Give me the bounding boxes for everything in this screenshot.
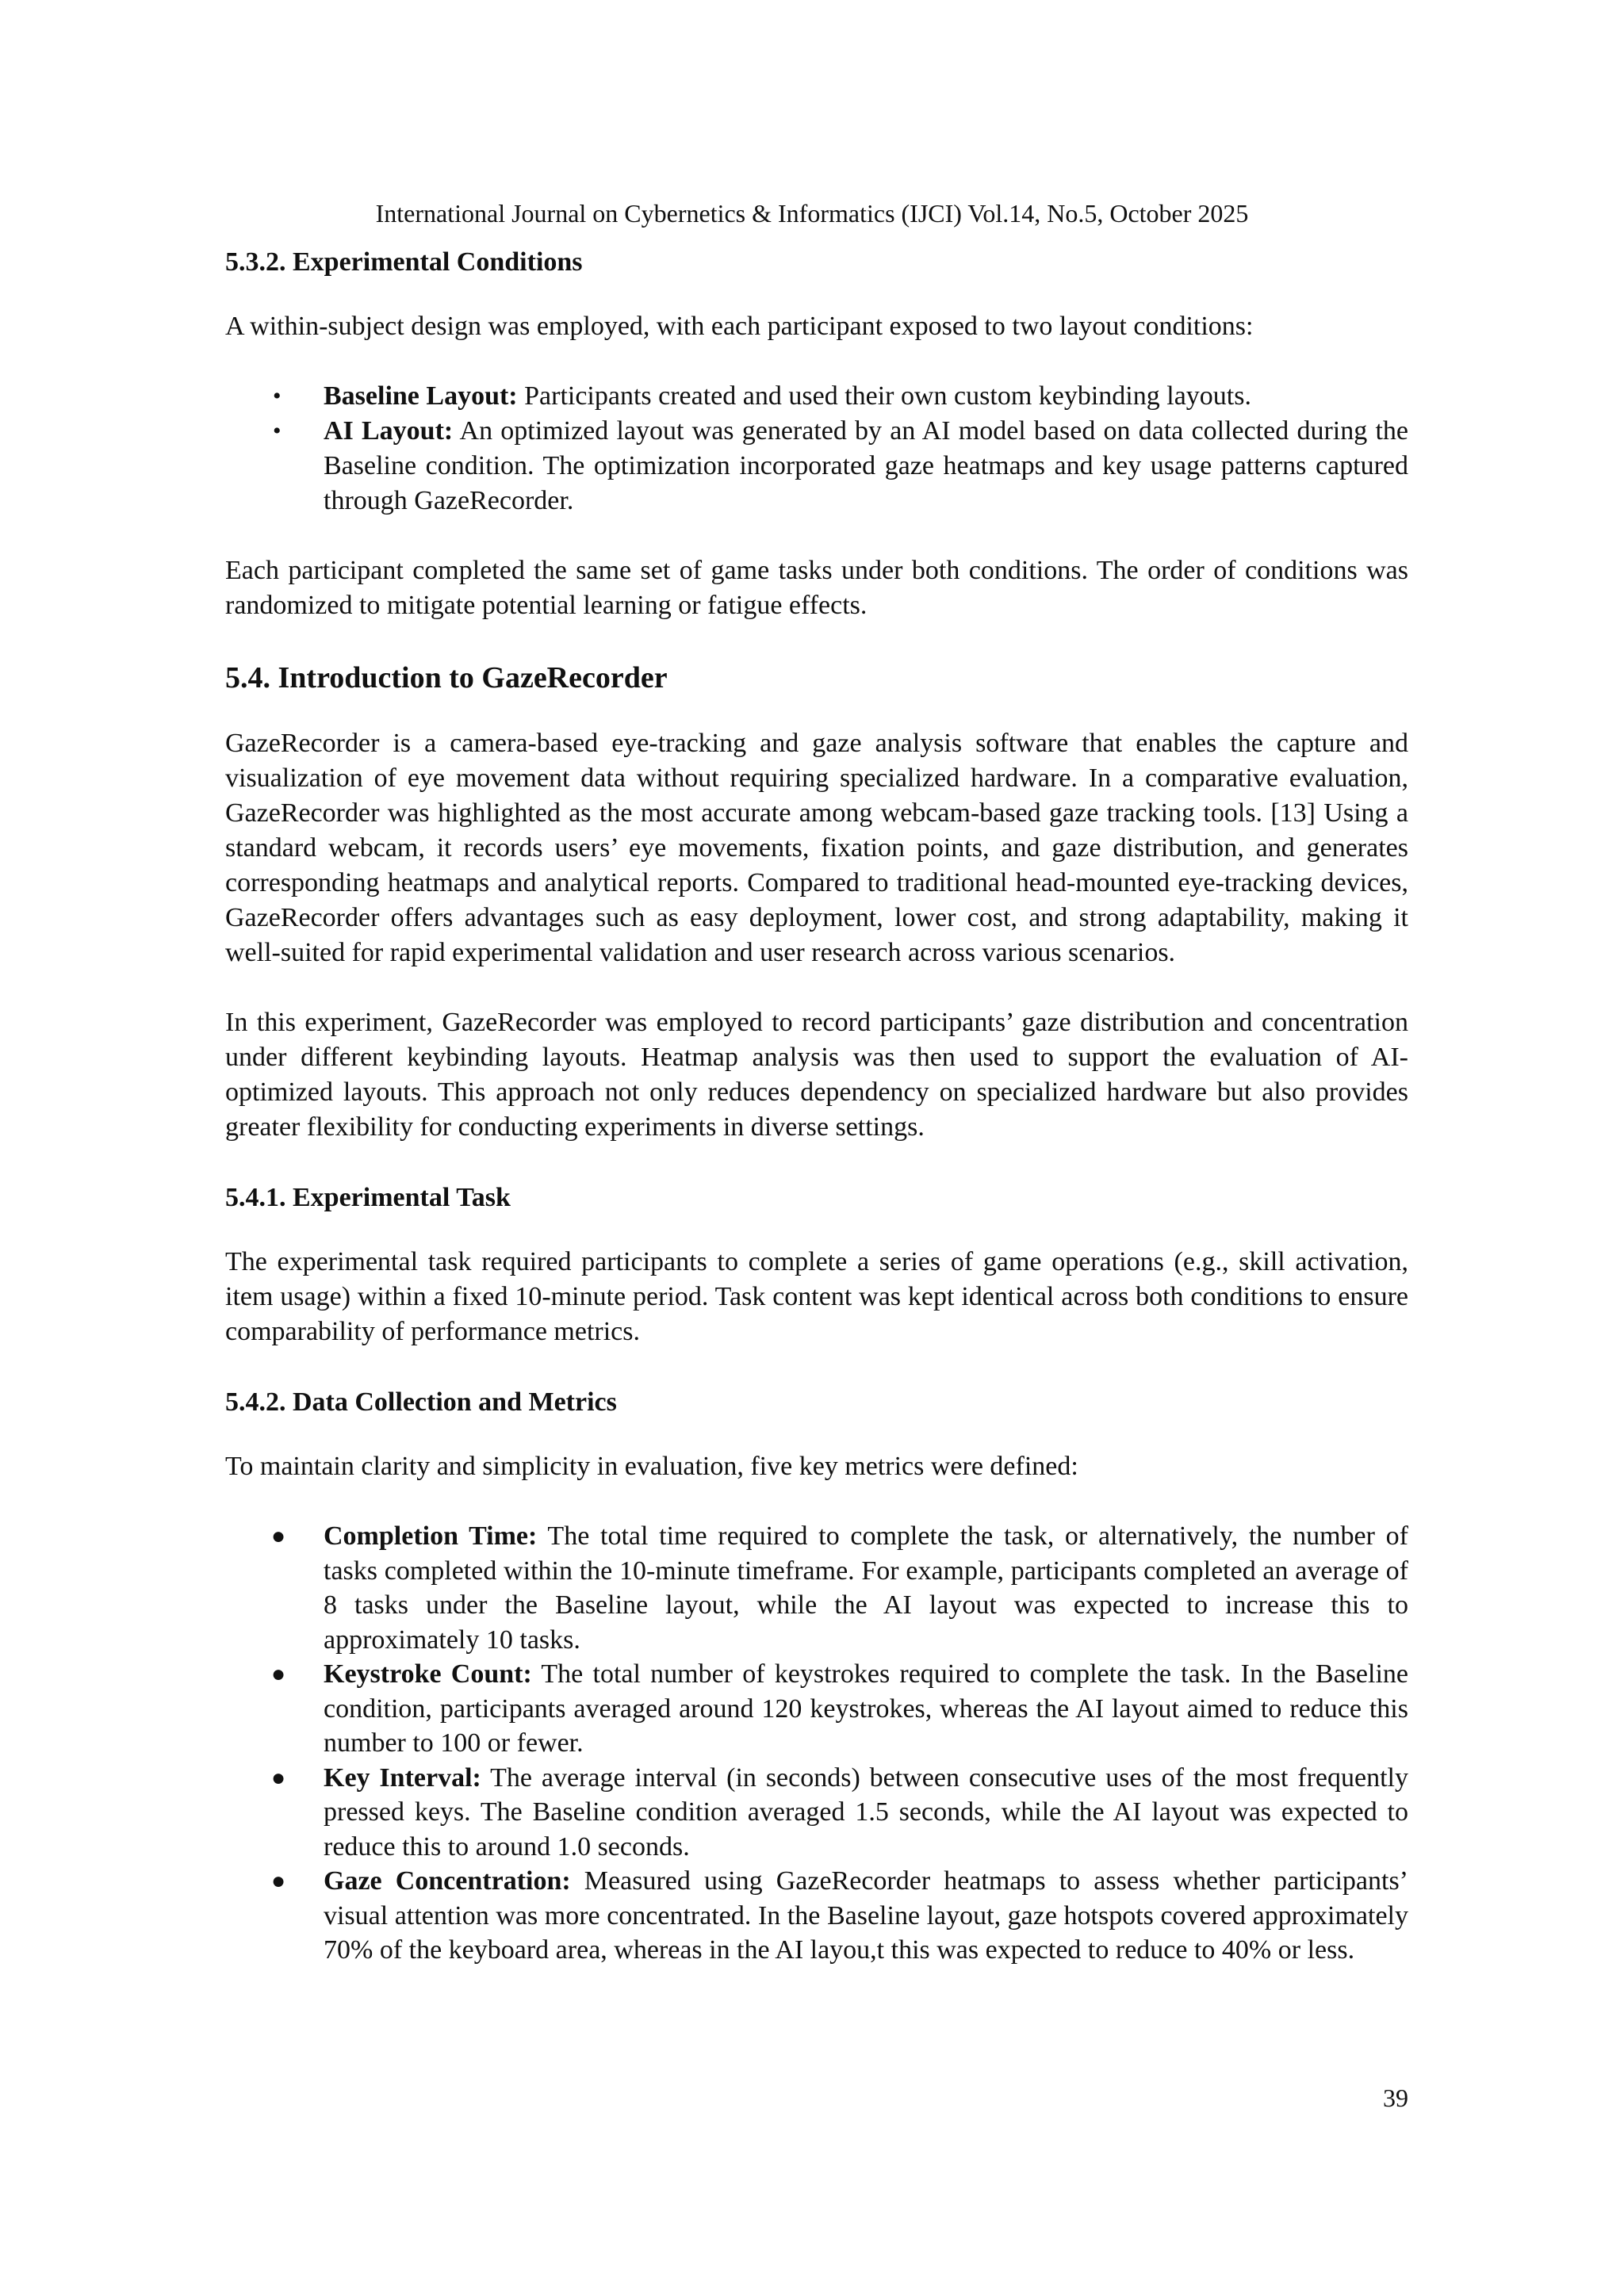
conditions-list (225, 379, 1408, 519)
list-item-text: The total time required to complete the task, or alternatively, the number of tasks completed within the 10-minute timeframe. For example, participants completed an average of 8 tasks under the Baseline layout, while the AI layout was expected to increase this to approximately 10 tasks. (324, 1521, 1408, 1655)
section-heading-5-4-2: 5.4.2. Data Collection and Metrics (225, 1387, 617, 1417)
list-item (225, 1761, 1408, 1865)
list-item-label: Completion Time: (324, 1521, 538, 1551)
paragraph-conditions-closing: Each participant completed the same set of game tasks under both conditions. The order of conditions was randomized to mitigate potential learning or fatigue effects. (225, 556, 1408, 620)
bullet-icon: • (273, 418, 282, 444)
list-item-label: Baseline Layout: (324, 381, 518, 411)
list-item-label: AI Layout: (324, 416, 454, 446)
bullet-icon: • (273, 383, 282, 409)
section-heading-5-4-1: 5.4.1. Experimental Task (225, 1183, 511, 1212)
list-item-text: An optimized layout was generated by an AI model based on data collected during the Baseline condition. The optimization incorporated gaze heatmaps and key usage patterns captured through GazeRecorder. (324, 416, 1408, 515)
list-item (225, 1519, 1408, 1657)
list-item (225, 1864, 1408, 1968)
bullet-icon: ● (271, 1523, 286, 1549)
list-item (225, 1657, 1408, 1761)
bullet-icon: ● (271, 1868, 286, 1894)
list-item-text: Measured using GazeRecorder heatmaps to assess whether participants’ visual attention was more concentrated. In the Baseline layout, gaze hotspots covered approximately 70% of the keyboard area, whereas in the AI layou,t this was expected to reduce to 40% or less. (324, 1866, 1408, 1965)
paragraph-metrics-intro: To maintain clarity and simplicity in evaluation, five key metrics were defined: (225, 1452, 1078, 1481)
list-item-label: Key Interval: (324, 1762, 481, 1793)
paragraph-gazerecorder-usage: In this experiment, GazeRecorder was employed to record participants’ gaze distribution and concentration under different keybinding layouts. Heatmap analysis was then used to support the evaluation of AI-optimized layouts. This approach not only reduces dependency on specialized hardware but also provides greater flexibility for conducting experiments in diverse settings. (225, 1008, 1408, 1142)
list-item-text: Participants created and used their own custom keybinding layouts. (517, 381, 1251, 411)
list-item-label: Gaze Concentration: (324, 1866, 571, 1896)
list-item-label: Keystroke Count: (324, 1659, 532, 1689)
paragraph-experimental-task: The experimental task required participants to complete a series of game operations (e.g., skill activation, item usage) within a fixed 10-minute period. Task content was kept identical across both conditions to ensure comparability of performance metrics. (225, 1247, 1408, 1346)
list-item (225, 414, 1408, 519)
section-heading-5-4: 5.4. Introduction to GazeRecorder (225, 661, 668, 695)
running-header: International Journal on Cybernetics & Informatics (IJCI) Vol.14, No.5, October 2025 (375, 199, 1249, 228)
bullet-icon: ● (271, 1661, 286, 1687)
section-heading-5-3-2: 5.3.2. Experimental Conditions (225, 247, 583, 277)
page-number: 39 (1383, 2084, 1408, 2112)
paragraph-conditions-intro: A within-subject design was employed, with each participant exposed to two layout conditions: (225, 312, 1254, 341)
page-body (225, 244, 1408, 2003)
bullet-icon: ● (271, 1764, 286, 1791)
list-item-text: The average interval (in seconds) between consecutive uses of the most frequently pressed keys. The Baseline condition averaged 1.5 seconds, while the AI layout was expected to reduce this to around 1.0 seconds. (324, 1762, 1408, 1862)
paragraph-gazerecorder-intro: GazeRecorder is a camera-based eye-tracking and gaze analysis software that enables the capture and visualization of eye movement data without requiring specialized hardware. In a comparative evaluation, GazeRecorder was highlighted as the most accurate among webcam-based gaze tracking tools. [13] Using a standard webcam, it records users’ eye movements, fixation points, and gaze distribution, and generates corresponding heatmaps and analytical reports. Compared to traditional head-mounted eye-tracking devices, GazeRecorder offers advantages such as easy deployment, lower cost, and strong adaptability, making it well-suited for rapid experimental validation and user research across various scenarios. (225, 729, 1408, 967)
list-item-text: The total number of keystrokes required to complete the task. In the Baseline condition, participants averaged around 120 keystrokes, whereas the AI layout aimed to reduce this number to 100 or fewer. (324, 1659, 1408, 1758)
metrics-list (225, 1519, 1408, 1968)
list-item (225, 379, 1408, 414)
